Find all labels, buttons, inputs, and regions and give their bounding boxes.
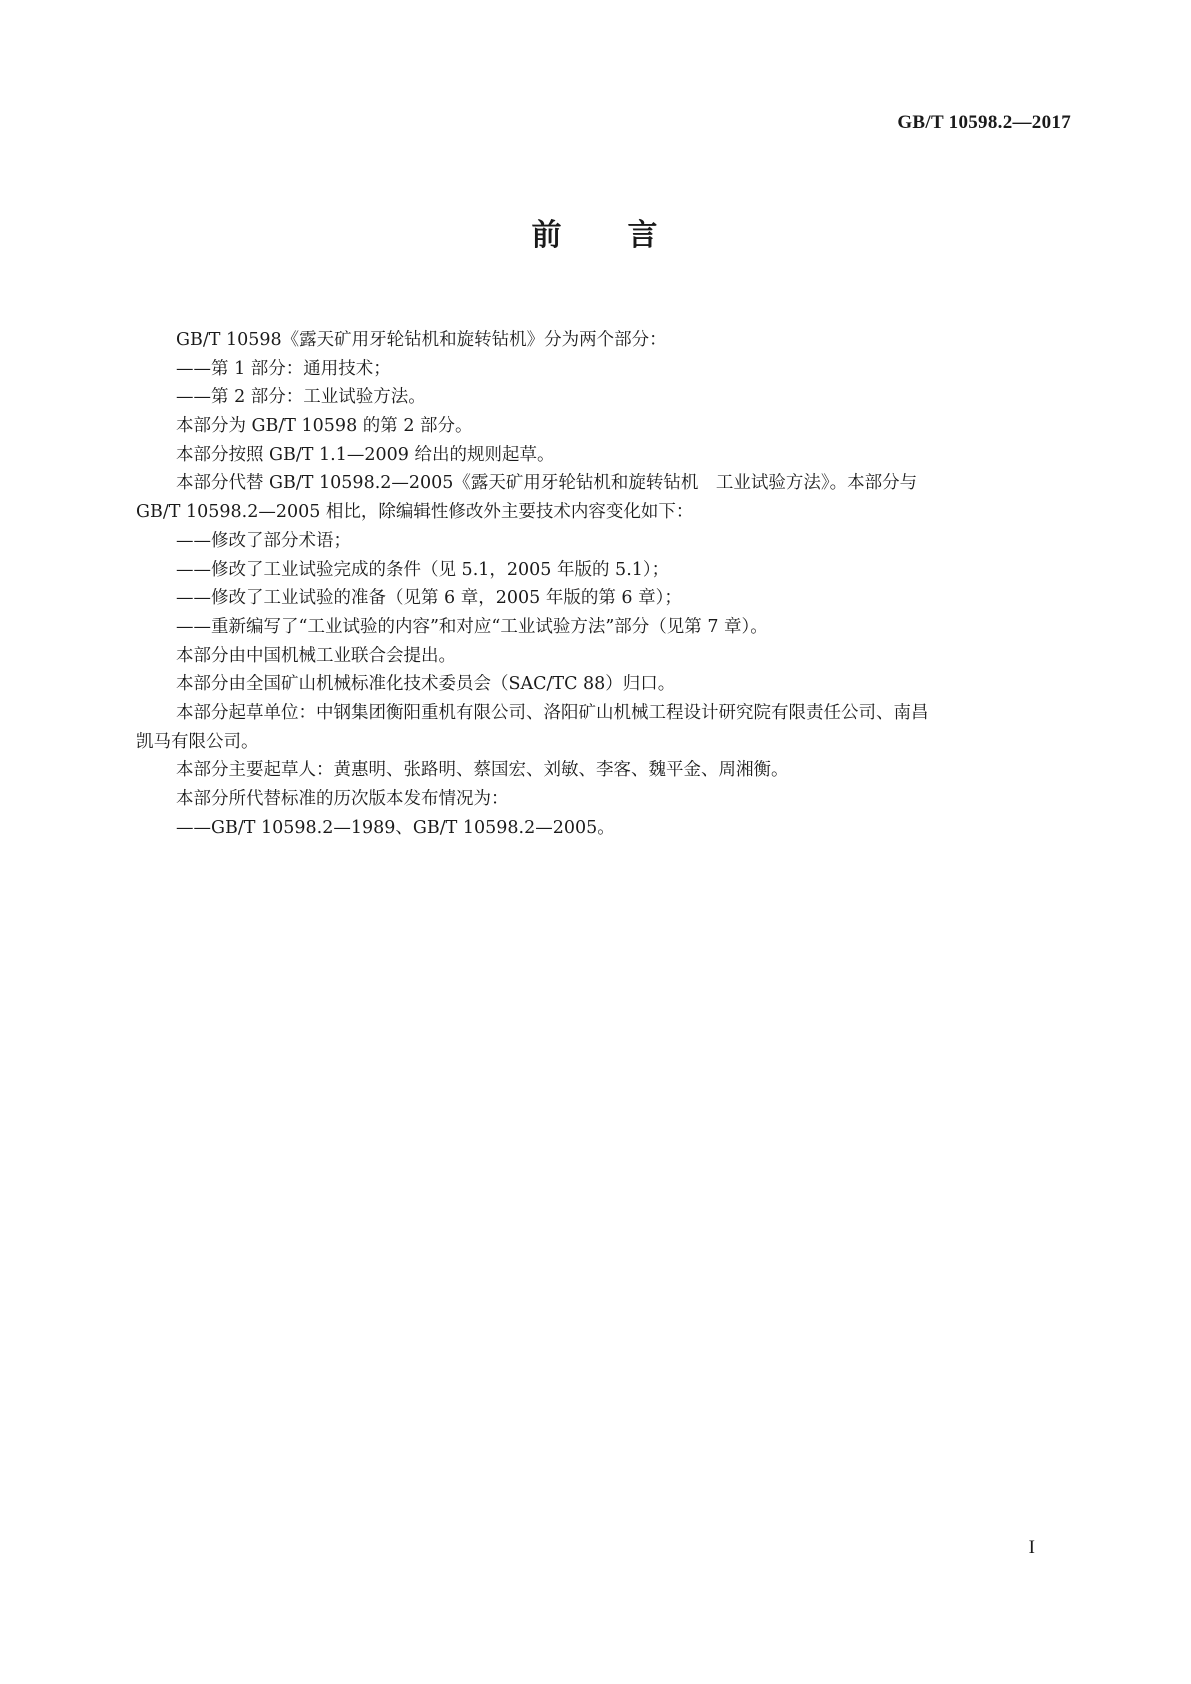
foreword-line: 本部分由全国矿山机械标准化技术委员会（SAC/TC 88）归口。 <box>176 674 676 695</box>
foreword-line: ——第 2 部分：工业试验方法。 <box>176 387 426 408</box>
foreword-line: ——第 1 部分：通用技术； <box>176 358 391 379</box>
foreword-line: GB/T 10598《露天矿用牙轮钻机和旋转钻机》分为两个部分： <box>176 330 667 350</box>
foreword-line: ——重新编写了“工业试验的内容”和对应“工业试验方法”部分（见第 7 章）。 <box>176 616 768 637</box>
standard-number: GB/T 10598.2—2017 <box>897 112 1071 133</box>
foreword-line: 本部分所代替标准的历次版本发布情况为： <box>176 789 509 809</box>
foreword-line: 本部分代替 GB/T 10598.2—2005《露天矿用牙轮钻机和旋转钻机 工业试验方法》。本部分与 <box>176 473 918 494</box>
page-number: I <box>1028 1537 1035 1558</box>
page-title: 前 言 <box>531 218 660 253</box>
foreword-line: 本部分起草单位：中钢集团衡阳重机有限公司、洛阳矿山机械工程设计研究院有限责任公司、南昌 <box>176 702 929 723</box>
foreword-body <box>136 326 1058 842</box>
foreword-line: ——修改了工业试验完成的条件（见 5.1，2005 年版的 5.1）； <box>176 559 670 580</box>
foreword-line: 凯马有限公司。 <box>136 731 259 752</box>
foreword-line: 本部分按照 GB/T 1.1—2009 给出的规则起草。 <box>176 444 555 465</box>
foreword-line: 本部分主要起草人：黄惠明、张路明、蔡国宏、刘敏、李客、魏平金、周湘衡。 <box>176 760 789 781</box>
foreword-line: 本部分由中国机械工业联合会提出。 <box>176 645 456 666</box>
foreword-line: GB/T 10598.2—2005 相比，除编辑性修改外主要技术内容变化如下： <box>136 502 694 523</box>
foreword-line: 本部分为 GB/T 10598 的第 2 部分。 <box>176 416 473 437</box>
foreword-line: ——GB/T 10598.2—1989、GB/T 10598.2—2005。 <box>176 817 615 838</box>
foreword-line: ——修改了部分术语； <box>176 530 351 551</box>
foreword-line: ——修改了工业试验的准备（见第 6 章，2005 年版的第 6 章）； <box>176 588 682 609</box>
